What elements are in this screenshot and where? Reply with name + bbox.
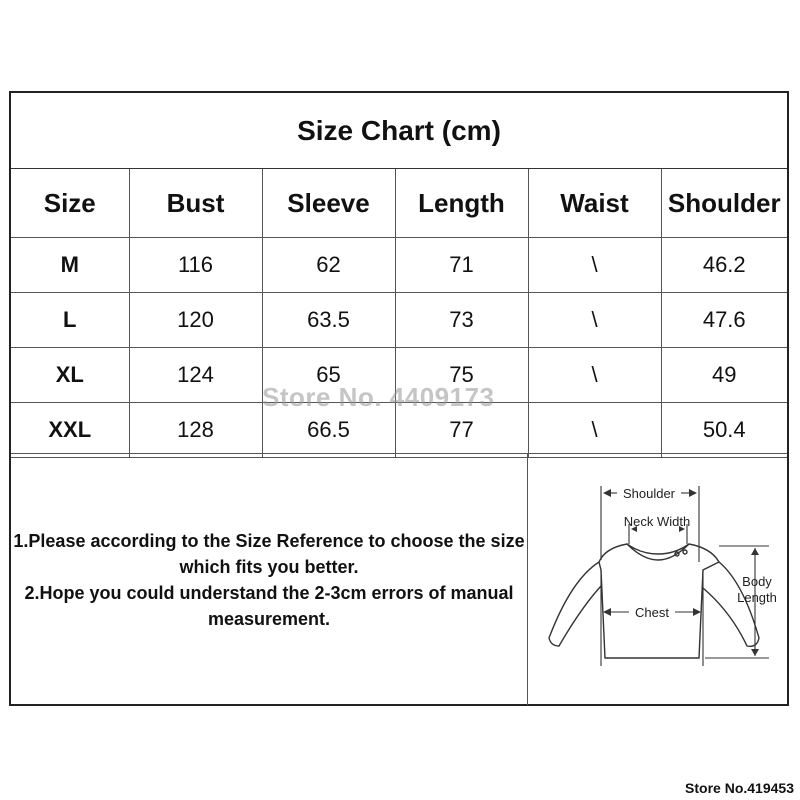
size-cell: XL <box>11 348 129 403</box>
shoulder-cell: 50.4 <box>661 403 787 458</box>
shoulder-label: Shoulder <box>622 486 676 501</box>
shoulder-cell: 47.6 <box>661 293 787 348</box>
bust-cell: 124 <box>129 348 262 403</box>
notes-panel <box>11 454 528 705</box>
body-length-label-1: Body <box>742 574 772 589</box>
garment-measurement-diagram <box>531 462 787 702</box>
waist-cell: \ <box>528 403 661 458</box>
size-table <box>11 169 787 458</box>
length-cell: 73 <box>395 293 528 348</box>
store-watermark: Store No. 4409173 <box>262 382 495 412</box>
header-bust: Bust <box>129 169 262 238</box>
note-1: 1.Please according to the Size Reference to choose the size which fits you better. <box>13 530 525 577</box>
shirt-outline-icon <box>549 544 759 658</box>
size-cell: M <box>11 238 129 293</box>
header-row <box>11 169 787 238</box>
length-cell: 77 <box>395 403 528 458</box>
length-cell: 75 <box>395 348 528 403</box>
chest-label: Chest <box>635 605 669 620</box>
sleeve-cell: 63.5 <box>262 293 395 348</box>
bust-cell: 120 <box>129 293 262 348</box>
neck-width-label: Neck Width <box>623 514 691 529</box>
note-2: 2.Hope you could understand the 2-3cm errors of manual measurement. <box>24 582 514 629</box>
shoulder-cell: 46.2 <box>661 238 787 293</box>
waist-cell: \ <box>528 348 661 403</box>
sleeve-cell: 65 <box>262 348 395 403</box>
header-shoulder: Shoulder <box>661 169 787 238</box>
sleeve-cell: 66.5 <box>262 403 395 458</box>
waist-cell: \ <box>528 293 661 348</box>
header-sleeve: Sleeve <box>262 169 395 238</box>
length-cell: 71 <box>395 238 528 293</box>
bust-cell: 116 <box>129 238 262 293</box>
size-cell: XXL <box>11 403 129 458</box>
size-cell: L <box>11 293 129 348</box>
store-footer: Store No.419453 <box>685 780 794 796</box>
bust-cell: 128 <box>129 403 262 458</box>
header-waist: Waist <box>528 169 661 238</box>
body-length-label-2: Length <box>737 590 777 605</box>
table-row <box>11 293 787 348</box>
sleeve-cell: 62 <box>262 238 395 293</box>
chart-title: Size Chart (cm) <box>11 93 787 169</box>
table-row <box>11 238 787 293</box>
header-size: Size <box>11 169 129 238</box>
info-section <box>11 453 787 704</box>
shoulder-cell: 49 <box>661 348 787 403</box>
waist-cell: \ <box>528 238 661 293</box>
header-length: Length <box>395 169 528 238</box>
